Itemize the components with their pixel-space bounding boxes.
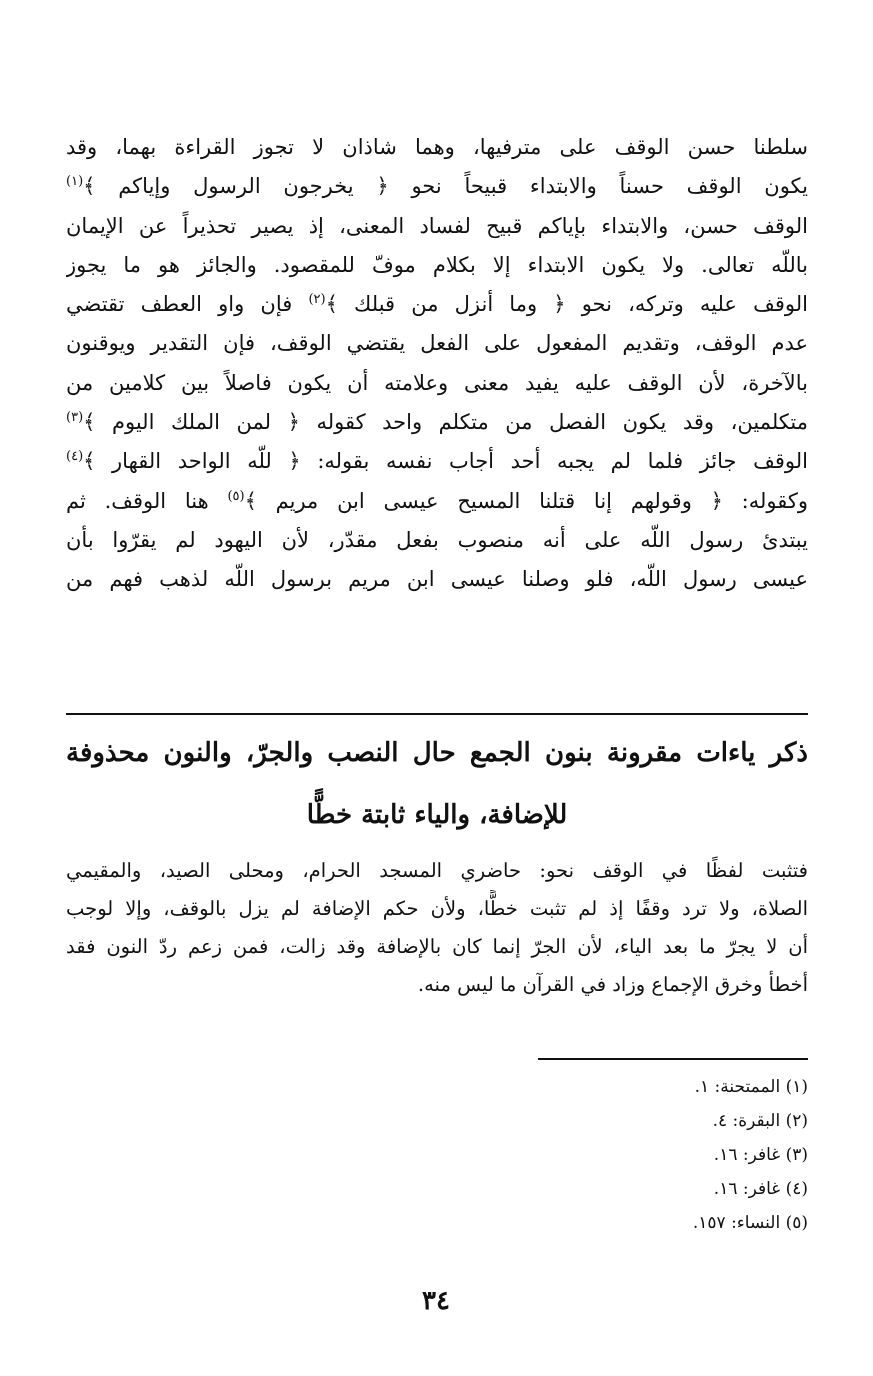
footnote: (٢) البقرة: ٤. [712,1111,808,1131]
footnote-divider [538,1058,808,1060]
text-line: وكقوله: ﴿ وقولهم إنا قتلنا المسيح عيسى ابن مريم ﴾$^{(٥)}$ هنا الوقف. ثم [66,488,808,513]
text-line: باللّه تعالى. ولا يكون الابتداء إلا بكلام موفّ للمقصود. والجائز هو ما يجوز [66,252,808,277]
section-text [66,852,808,1004]
footnote-ref: (٤) [66,449,84,465]
text-line: الوقف عليه وتركه، نحو ﴿ وما أنزل من قبلك ﴾$^{(٢)}$ فإن واو العطف تقتضي [66,292,808,317]
text-line: يكون الوقف حسناً والابتداء قبيحاً نحو ﴿ يخرجون الرسول وإياكم ﴾$^{(١)}$ [66,174,808,199]
text-line: أن لا يجرّ ما بعد الياء، لأن الجرّ إنما كان بالإضافة وقد زالت، فمن زعم ردّ النون فقد [66,935,808,958]
text-line: يبتدئ رسول اللّه على أنه منصوب بفعل مقدّر، لأن اليهود لم يقرّوا بأن [66,527,808,552]
footnote: (٣) غافر: ١٦. [713,1145,808,1165]
footnote: (١) الممتحنة: ١. [694,1077,808,1097]
text-line: الصلاة، ولا ترد وقفًا إذ لم تثبت خطًّا، ولأن حكم الإضافة لم يزل بالوقف، وإلا لوجب [66,897,808,920]
footnote-ref: (٢) [308,292,326,308]
text-line: متكلمين، وقد يكون الفصل من متكلم واحد كقوله ﴿ لمن الملك اليوم ﴾$^{(٣)}$ [66,410,808,435]
text-line: الوقف جائز فلما لم يجبه أحد أجاب نفسه بقوله: ﴿ للّه الواحد القهار ﴾$^{(٤)}$ [66,449,808,474]
text-line: بالآخرة، لأن الوقف عليه يفيد معنى وعلامته أن يكون فاصلاً بين كلامين من [66,370,808,395]
footnote: (٤) غافر: ١٦. [713,1179,808,1199]
footnote-ref: (٥) [227,488,245,504]
section-heading-continued: للإضافة، والياء ثابتة خطًّا [306,800,568,830]
text-line: عدم الوقف، وتقديم المفعول على الفعل يقتضي الوقف، فإن التقدير ويوقنون [66,331,808,356]
text-line: الوقف حسن، والابتداء بإياكم قبيح لفساد المعنى، إذ يصير تحذيراً عن الإيمان [66,213,808,238]
footnote-ref: (١) [66,174,84,190]
text-line: أخطأ وخرق الإجماع وزاد في القرآن ما ليس منه. [417,973,808,996]
main-text [66,128,808,600]
section-heading: ذكر ياءات مقرونة بنون الجمع حال النصب والجرّ، والنون محذوفة [66,738,808,768]
text-line: عيسى رسول اللّه، فلو وصلنا عيسى ابن مريم برسول اللّه لذهب فهم من [66,567,808,592]
page-number: ٣٤ [422,1286,450,1316]
divider [66,713,808,715]
footnote: (٥) النساء: ١٥٧. [692,1213,808,1233]
footnotes [500,1070,808,1240]
text-line: فتثبت لفظًا في الوقف نحو: حاضري المسجد الحرام، ومحلى الصيد، والمقيمي [66,859,808,882]
footnote-ref: (٣) [66,410,84,426]
text-line: سلطنا حسن الوقف على مترفيها، وهما شاذان لا تجوز القراءة بهما، وقد [66,135,808,159]
